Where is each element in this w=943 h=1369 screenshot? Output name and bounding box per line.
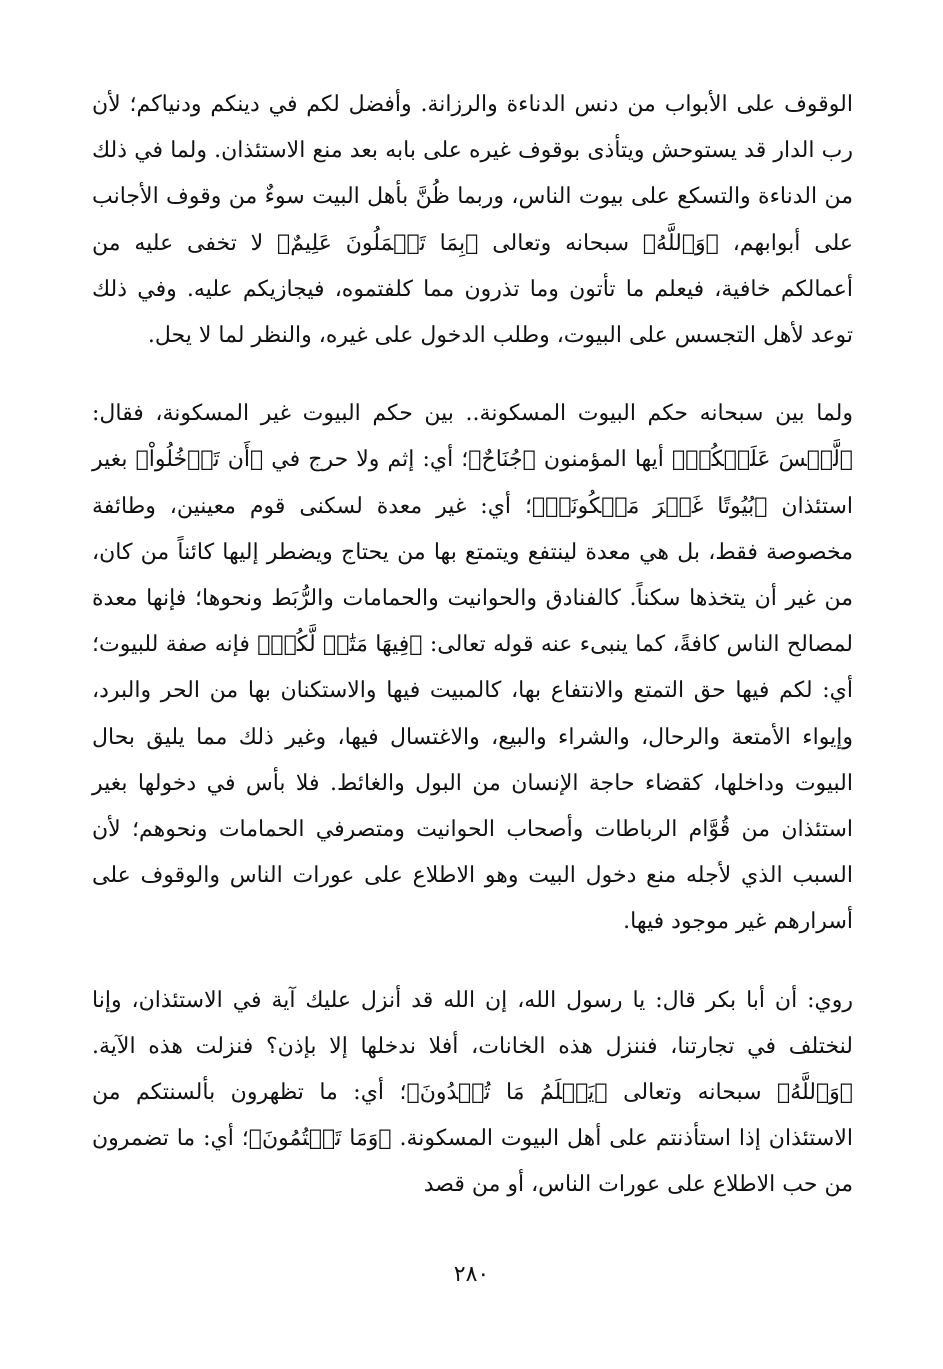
paragraph-1: الوقوف على الأبواب من دنس الدناءة والرزانة. وأفضل لكم في دينكم ودنياكم؛ لأن رب الدار قد يستوحش ويتأذى بوقوف غيره على بابه بعد منع الاستئذان. ولما في ذلك من الدناءة والتسكع على بيوت الناس، وربما ظُنَّ بأهل البيت سوءٌ من وقوف الأجانب على أبوابهم، ﴿وَٱللَّهُ﴾ سبحانه وتعالى ﴿بِمَا تَعۡمَلُونَ عَلِيمٌ﴾ لا تخفى عليه من أعمالكم خافية، فيعلم ما تأتون وما تذرون مما كلفتموه، فيجازيكم عليه. وفي ذلك توعد لأهل التجسس على البيوت، وطلب الدخول على غيره، والنظر لما لا يحل. <box>92 92 853 349</box>
paragraph-3: روي: أن أبا بكر قال: يا رسول الله، إن الله قد أنزل عليك آية في الاستئذان، وإنا لنختلف في تجارتنا، فننزل هذه الخانات، أفلا ندخلها إلا بإذن؟ فنزلت هذه الآية. ﴿وَٱللَّهُ﴾ سبحانه وتعالى ﴿يَعۡلَمُ مَا تُبۡدُونَ﴾؛ أي: ما تظهرون بألسنتكم من الاستئذان إذا استأذنتم على أهل البيوت المسكونة. ﴿وَمَا تَكۡتُمُونَ﴾؛ أي: ما تضمرون من حب الاطلاع على عورات الناس، أو من قصد <box>92 987 853 1198</box>
page-number: ٢٨٠ <box>453 1262 490 1287</box>
paragraph-2: ولما بين سبحانه حكم البيوت المسكونة.. بين حكم البيوت غير المسكونة، فقال: ﴿لَّيۡسَ عَلَيۡكُمۡ﴾ أيها المؤمنون ﴿جُنَاحٌ﴾؛ أي: إثم ولا حرج في ﴿أَن تَدۡخُلُواْ﴾ بغير استئذان ﴿بُيُوتًا غَيۡرَ مَسۡكُونَةٖ﴾؛ أي: غير معدة لسكنى قوم معينين، وطائفة مخصوصة فقط، بل هي معدة لينتفع ويتمتع بها من يحتاج ويضطر إليها كائناً من كان، من غير أن يتخذها سكناً. كالفنادق والحوانيت والحمامات والرُّبَط ونحوها؛ فإنها معدة لمصالح الناس كافةً، كما ينبىء عنه قوله تعالى: ﴿فِيهَا مَتَٰعٞ لَّكُمۡ﴾ فإنه صفة للبيوت؛ أي: لكم فيها حق التمتع والانتفاع بها، كالمبيت فيها والاستكنان بها من الحر والبرد، وإيواء الأمتعة والرحال، والشراء والبيع، والاغتسال فيها، وغير ذلك مما يليق بحال البيوت وداخلها، كقضاء حاجة الإنسان من البول والغائط. فلا بأس في دخولها بغير استئذان من قُوَّام الرباطات وأصحاب الحوانيت ومتصرفي الحمامات ونحوهم؛ لأن السبب الذي لأجله منع دخول البيت وهو الاطلاع على عورات الناس والوقوف على أسرارهم غير موجود فيها. <box>92 401 853 935</box>
